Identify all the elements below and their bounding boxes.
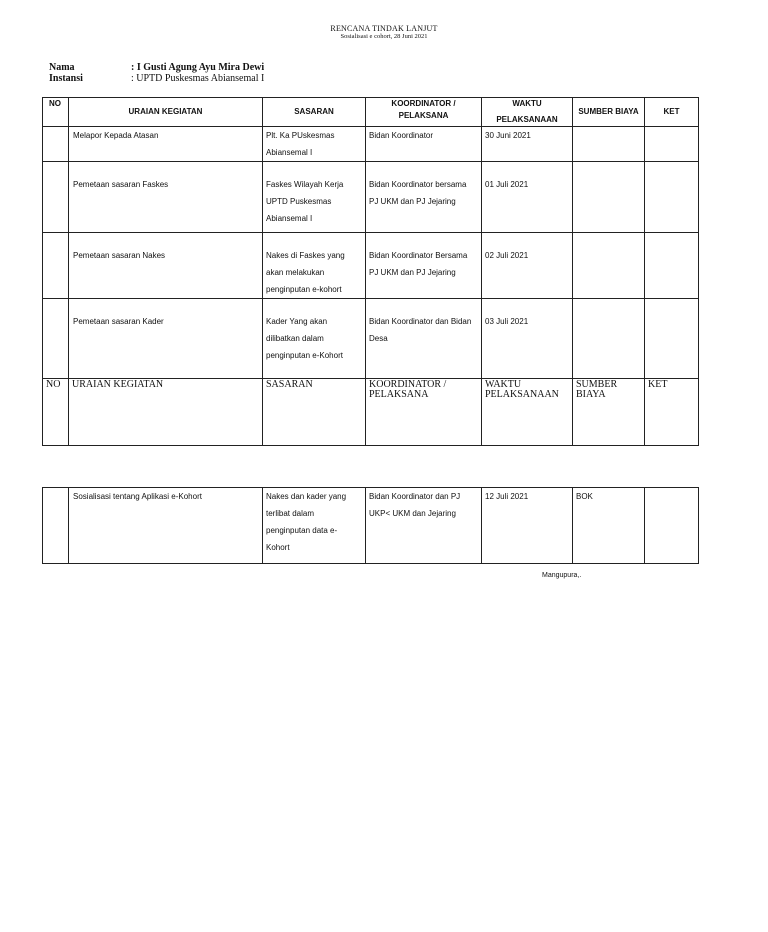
cell-sumber (573, 162, 645, 233)
cell-waktu: 03 Juli 2021 (482, 299, 573, 379)
cell-sasaran-line: akan melakukan (266, 268, 325, 277)
cell-sumber (573, 233, 645, 299)
cell-waktu: 02 Juli 2021 (482, 233, 573, 299)
cell-no (43, 233, 69, 299)
cell-koordinator-line: UKP< UKM dan Jejaring (369, 509, 456, 518)
cell-ket (645, 488, 699, 564)
rencana-table (42, 97, 699, 446)
cell-koordinator-line: PJ UKM dan PJ Jejaring (369, 268, 456, 277)
table-row (43, 488, 699, 564)
cell-sasaran-line: Nakes di Faskes yang (266, 251, 345, 260)
cell-koordinator-line: PJ UKM dan PJ Jejaring (369, 197, 456, 206)
cell-ket (645, 233, 699, 299)
cell-sasaran-line: penginputan e-Kohort (266, 351, 343, 360)
footer-place: Mangupura,. (542, 572, 582, 579)
header-waktu-line-1: WAKTU (512, 99, 542, 108)
header-uraian: URAIAN KEGIATAN (69, 98, 263, 127)
header-no: NO (43, 98, 69, 127)
cell-ket (645, 162, 699, 233)
cell-koordinator-line: Desa (369, 334, 388, 343)
cell-sasaran-line: UPTD Puskesmas (266, 197, 332, 206)
rencana-table-2 (42, 487, 699, 564)
cell-sasaran-line: dilibatkan dalam (266, 334, 324, 343)
nama-line (49, 62, 264, 73)
cell-no (43, 162, 69, 233)
header-sasaran: SASARAN (263, 98, 366, 127)
table-header-row (43, 98, 699, 127)
nama-value: : I Gusti Agung Ayu Mira Dewi (131, 62, 265, 73)
instansi-value: : UPTD Puskesmas Abiansemal I (131, 73, 265, 84)
cell-no (43, 488, 69, 564)
cell-koordinator (366, 233, 482, 299)
cell-sasaran (263, 488, 366, 564)
header-waktu-line-2: PELAKSANAAN (496, 115, 558, 124)
cell-sasaran (263, 162, 366, 233)
table-row (43, 299, 699, 379)
cell-sasaran-line: Faskes Wilayah Kerja (266, 180, 344, 189)
cell-sasaran (263, 299, 366, 379)
cell-uraian: Melapor Kepada Atasan (69, 127, 263, 162)
repeat-header-koordinator: KOORDINATOR / PELAKSANA (366, 379, 482, 446)
cell-sumber: BOK (573, 488, 645, 564)
cell-uraian: Pemetaan sasaran Kader (69, 299, 263, 379)
table-row (43, 162, 699, 233)
cell-waktu: 30 Juni 2021 (482, 127, 573, 162)
cell-no (43, 299, 69, 379)
cell-sasaran-line: terlibat dalam (266, 509, 315, 518)
cell-uraian: Pemetaan sasaran Faskes (69, 162, 263, 233)
nama-label: Nama (49, 62, 75, 73)
cell-sasaran (263, 127, 366, 162)
cell-uraian: Pemetaan sasaran Nakes (69, 233, 263, 299)
document-subtitle: Sosialisasi e cohort, 28 Juni 2021 (340, 33, 428, 40)
cell-sasaran-line: Kader Yang akan (266, 317, 328, 326)
cell-ket (645, 127, 699, 162)
repeat-header-no: NO (43, 379, 69, 446)
header-koordinator: KOORDINATOR / PELAKSANA (366, 98, 482, 127)
cell-koordinator-line: Bidan Koordinator bersama (369, 180, 467, 189)
cell-sumber (573, 299, 645, 379)
cell-sasaran-line: Kohort (266, 543, 290, 552)
cell-sasaran-line: penginputan data e- (266, 526, 338, 535)
instansi-label: Instansi (49, 73, 83, 84)
document-title: RENCANA TINDAK LANJUT (330, 24, 438, 33)
cell-waktu: 12 Juli 2021 (482, 488, 573, 564)
cell-sasaran-line: Abiansemal I (266, 148, 313, 157)
cell-sasaran (263, 233, 366, 299)
cell-uraian: Sosialisasi tentang Aplikasi e-Kohort (69, 488, 263, 564)
header-ket: KET (645, 98, 699, 127)
header-sumber: SUMBER BIAYA (573, 98, 645, 127)
repeat-header-waktu: WAKTU PELAKSANAAN (482, 379, 573, 446)
cell-koordinator-line: Bidan Koordinator Bersama (369, 251, 468, 260)
cell-koordinator-line: Bidan Koordinator dan PJ (369, 492, 461, 501)
cell-koordinator (366, 162, 482, 233)
cell-sumber (573, 127, 645, 162)
cell-ket (645, 299, 699, 379)
cell-koordinator (366, 488, 482, 564)
cell-koordinator (366, 299, 482, 379)
instansi-line (49, 73, 264, 84)
repeat-header-ket: KET (645, 379, 699, 446)
cell-sasaran-line: Nakes dan kader yang (266, 492, 347, 501)
cell-koordinator-line: Bidan Koordinator (369, 131, 434, 140)
cell-no (43, 127, 69, 162)
cell-sasaran-line: penginputan e-kohort (266, 285, 342, 294)
table-row (43, 233, 699, 299)
cell-koordinator (366, 127, 482, 162)
cell-sasaran-line: Plt. Ka PUskesmas (266, 131, 335, 140)
repeat-header-sasaran: SASARAN (263, 379, 366, 446)
repeat-header-sumber: SUMBER BIAYA (573, 379, 645, 446)
table-row (43, 127, 699, 162)
repeat-header-row (43, 379, 699, 446)
cell-koordinator-line: Bidan Koordinator dan Bidan (369, 317, 472, 326)
header-waktu (482, 98, 573, 127)
cell-waktu: 01 Juli 2021 (482, 162, 573, 233)
repeat-header-uraian: URAIAN KEGIATAN (69, 379, 263, 446)
cell-sasaran-line: Abiansemal I (266, 214, 313, 223)
